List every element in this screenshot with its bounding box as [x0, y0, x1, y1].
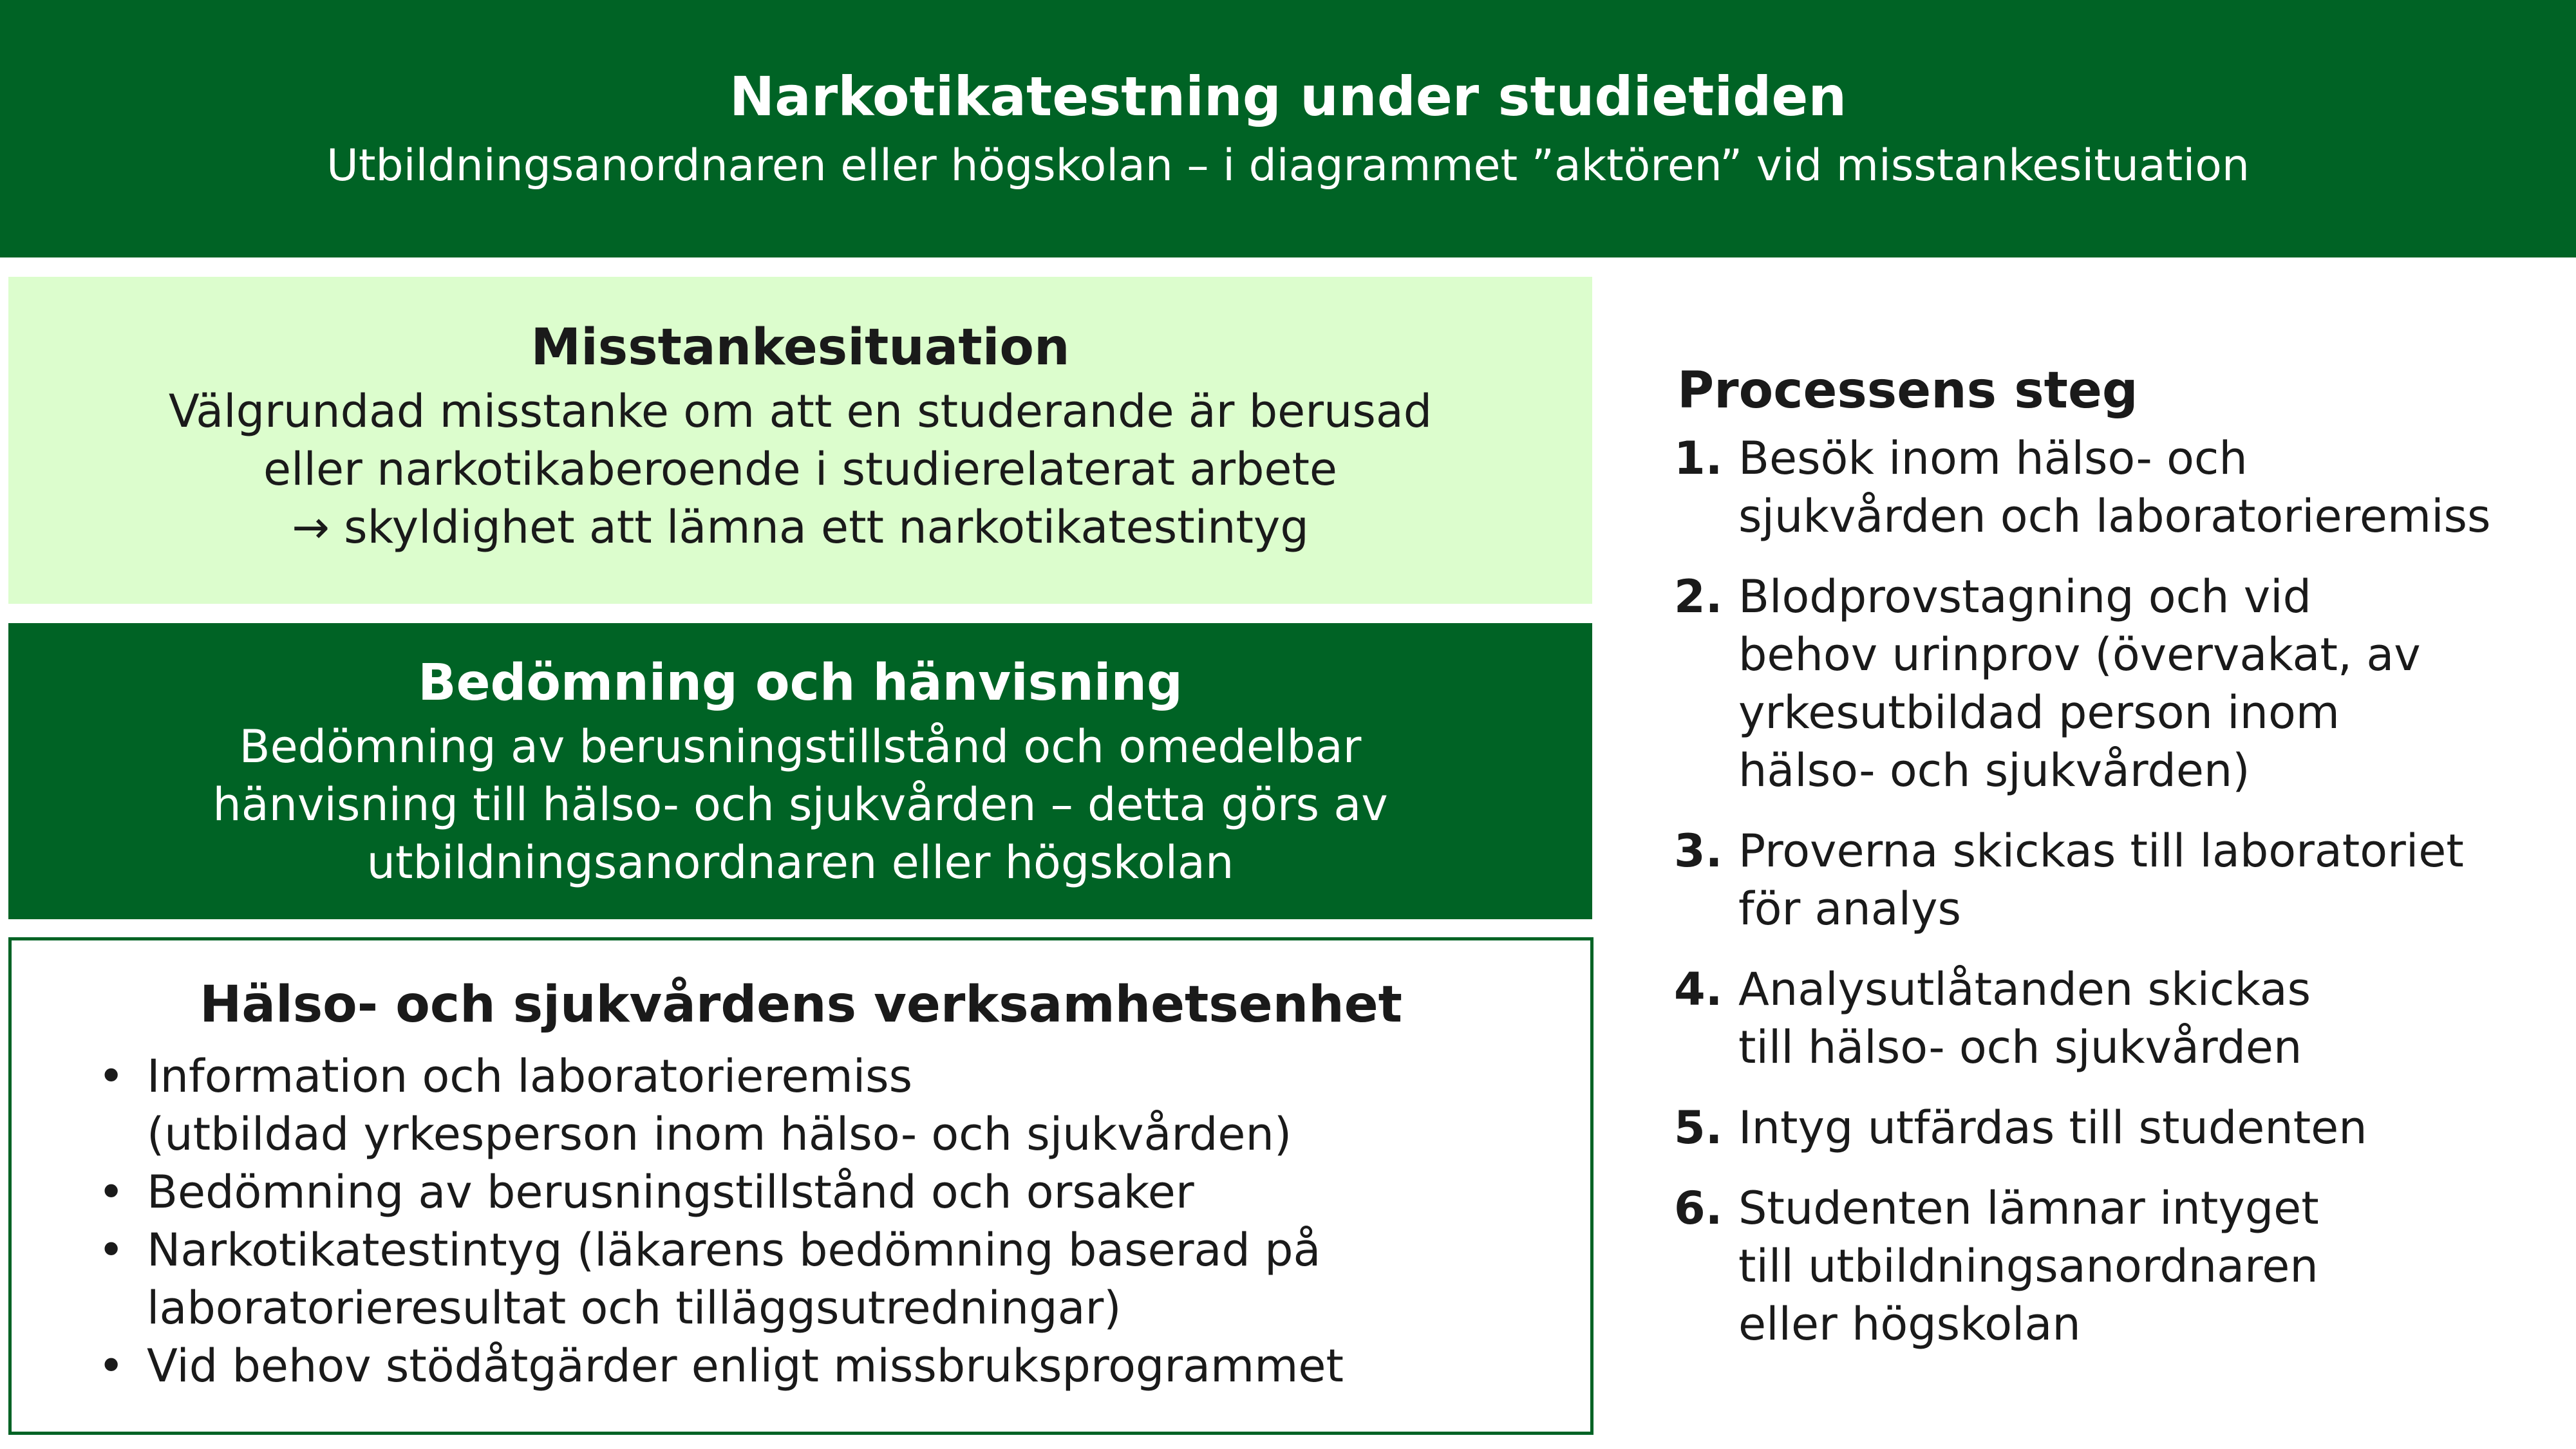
process-steps-panel — [1674, 355, 2562, 1376]
suspicion-line: Välgrundad misstanke om att en studerande är berusad — [168, 385, 1433, 438]
assessment-box — [8, 623, 1592, 919]
step-line: Intyg utfärdas till studenten — [1738, 1101, 2367, 1154]
process-step — [1674, 1099, 2562, 1157]
process-step — [1674, 822, 2562, 938]
step-line: Blodprovstagning och vid — [1738, 570, 2312, 623]
assessment-text — [8, 718, 1592, 892]
bullet-icon: • — [98, 1166, 125, 1219]
header-banner — [0, 0, 2576, 257]
process-steps-list — [1674, 429, 2562, 1353]
assessment-title: Bedömning och hänvisning — [418, 654, 1183, 712]
suspicion-text — [8, 382, 1592, 556]
step-number: 2. — [1674, 570, 1723, 623]
process-step — [1674, 568, 2562, 799]
step-line: Proverna skickas till laboratoriet — [1738, 825, 2464, 877]
healthcare-box — [8, 937, 1594, 1435]
page-title: Narkotikatestning under studietiden — [729, 65, 1847, 128]
step-line: eller högskolan — [1738, 1298, 2081, 1351]
step-line: för analys — [1738, 883, 1962, 935]
bullet-icon: • — [98, 1050, 125, 1103]
step-line: yrkesutbildad person inom — [1738, 686, 2340, 739]
step-number: 1. — [1674, 432, 1723, 485]
step-line: till utbildningsanordnaren — [1738, 1240, 2318, 1293]
step-line: Besök inom hälso- och — [1738, 432, 2248, 485]
assessment-line: Bedömning av berusningstillstånd och omedelbar — [239, 720, 1362, 773]
list-item-line: laboratorieresultat och tilläggsutredningar) — [147, 1282, 1122, 1334]
healthcare-list — [12, 1047, 1590, 1395]
step-number: 4. — [1674, 963, 1723, 1016]
assessment-line: hänvisning till hälso- och sjukvården – detta görs av — [212, 778, 1388, 831]
step-number: 3. — [1674, 825, 1723, 877]
step-number: 6. — [1674, 1182, 1723, 1235]
suspicion-line: eller narkotikaberoende i studierelaterat arbete — [263, 443, 1337, 496]
list-item-line: Bedömning av berusningstillstånd och orsaker — [147, 1166, 1194, 1219]
list-item-line: Narkotikatestintyg (läkarens bedömning baserad på — [147, 1224, 1321, 1276]
step-line: till hälso- och sjukvården — [1738, 1021, 2302, 1074]
list-item-line: Vid behov stödåtgärder enligt missbruksprogrammet — [147, 1340, 1344, 1392]
process-step — [1674, 1179, 2562, 1353]
healthcare-title: Hälso- och sjukvårdens verksamhetsenhet — [200, 976, 1402, 1034]
list-item — [98, 1221, 1590, 1337]
bullet-icon: • — [98, 1340, 125, 1392]
list-item-line: Information och laboratorieremiss — [147, 1050, 913, 1103]
list-item-line: (utbildad yrkesperson inom hälso- och sjukvården) — [147, 1108, 1292, 1161]
bullet-icon: • — [98, 1224, 125, 1276]
suspicion-line: → skyldighet att lämna ett narkotikatestintyg — [292, 501, 1309, 554]
suspicion-box — [8, 277, 1592, 604]
step-line: sjukvården och laboratorieremiss — [1738, 490, 2491, 543]
page-subtitle: Utbildningsanordnaren eller högskolan – i diagrammet ”aktören” vid misstankesituation — [326, 140, 2250, 191]
step-line: Analysutlåtanden skickas — [1738, 963, 2311, 1016]
process-step — [1674, 429, 2562, 545]
step-line: behov urinprov (övervakat, av — [1738, 628, 2421, 681]
assessment-line: utbildningsanordnaren eller högskolan — [366, 836, 1234, 889]
step-number: 5. — [1674, 1101, 1723, 1154]
process-steps-heading: Processens steg — [1677, 362, 2138, 420]
list-item — [98, 1337, 1590, 1395]
step-line: Studenten lämnar intyget — [1738, 1182, 2319, 1235]
suspicion-title: Misstankesituation — [531, 319, 1070, 377]
list-item — [98, 1047, 1590, 1163]
list-item — [98, 1163, 1590, 1221]
step-line: hälso- och sjukvården) — [1738, 744, 2250, 797]
process-step — [1674, 960, 2562, 1076]
